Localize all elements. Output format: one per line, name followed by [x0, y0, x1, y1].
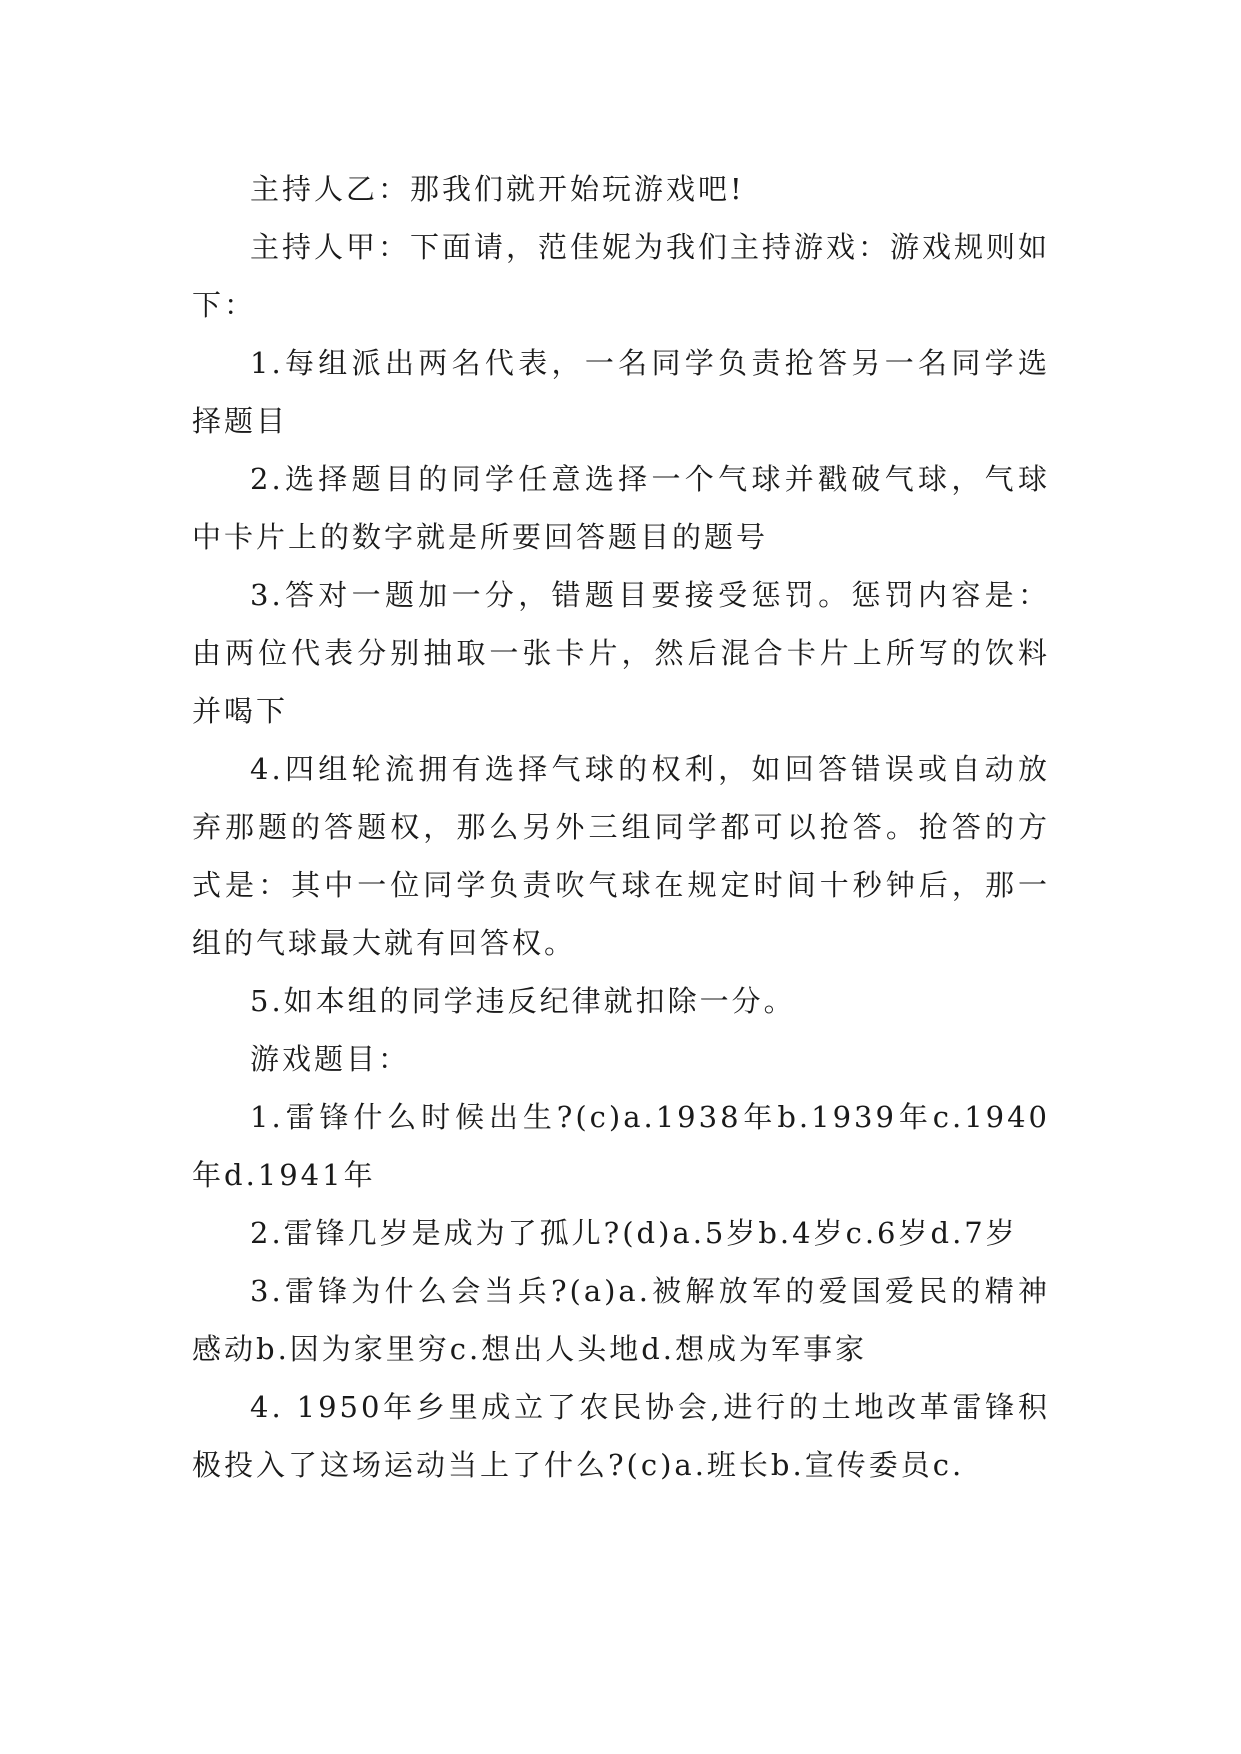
paragraph-rule-5: 5.如本组的同学违反纪律就扣除一分。 — [250, 984, 796, 1018]
paragraph-question-3: 3.雷锋为什么会当兵?(a)a.被解放军的爱国爱民的精神感动b.因为家里穷c.想出人头地d.想成为军事家 — [192, 1274, 1050, 1366]
paragraph-questions-heading: 游戏题目： — [250, 1042, 411, 1076]
paragraph-question-4: 4. 1950年乡里成立了农民协会,进行的土地改革雷锋积极投入了这场运动当上了什么?(c)a.班长b.宣传委员c. — [192, 1390, 1050, 1482]
paragraph-host-a-rules-intro: 主持人甲：下面请，范佳妮为我们主持游戏：游戏规则如下： — [192, 230, 1051, 322]
paragraph-rule-4: 4.四组轮流拥有选择气球的权利，如回答错误或自动放弃那题的答题权，那么另外三组同学都可以抢答。抢答的方式是：其中一位同学负责吹气球在规定时间十秒钟后，那一组的气球最大就有回答权。 — [192, 752, 1050, 960]
paragraph-rule-3: 3.答对一题加一分，错题目要接受惩罚。惩罚内容是：由两位代表分别抽取一张卡片，然后混合卡片上所写的饮料并喝下 — [192, 578, 1050, 728]
paragraph-rule-2: 2.选择题目的同学任意选择一个气球并戳破气球，气球中卡片上的数字就是所要回答题目的题号 — [192, 462, 1050, 554]
paragraph-rule-1: 1.每组派出两名代表，一名同学负责抢答另一名同学选择题目 — [192, 346, 1050, 438]
paragraph-question-1: 1.雷锋什么时候出生?(c)a.1938年b.1939年c.1940年d.1941年 — [192, 1100, 1050, 1192]
paragraph-question-2: 2.雷锋几岁是成为了孤儿?(d)a.5岁b.4岁c.6岁d.7岁 — [250, 1216, 1018, 1250]
document-page — [192, 160, 1050, 1494]
paragraph-host-b-start-game: 主持人乙：那我们就开始玩游戏吧! — [250, 172, 745, 206]
